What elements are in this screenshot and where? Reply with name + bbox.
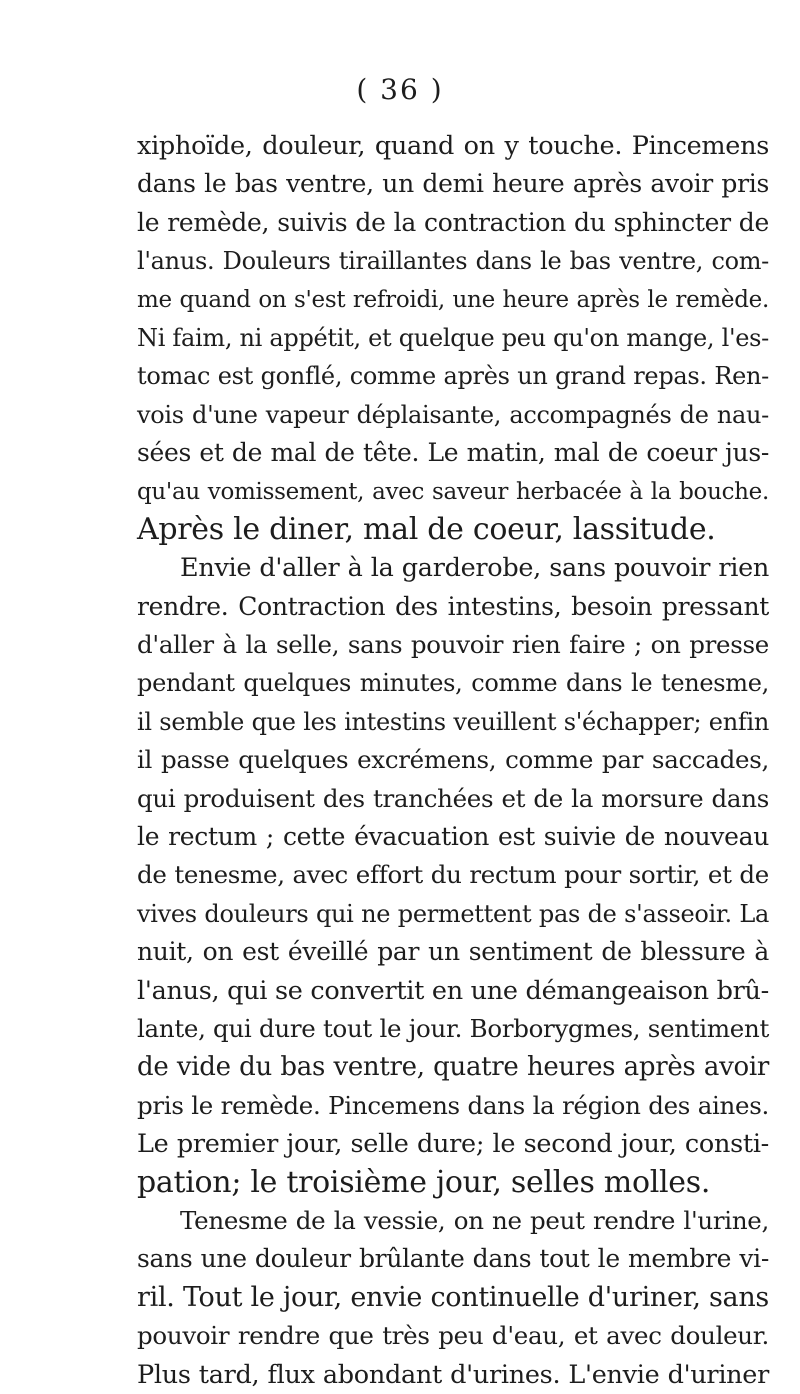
text-line: il passe quelques excrémens, comme par saccades, bbox=[137, 745, 769, 775]
text-line: Envie d'aller à la garderobe, sans pouvoir rien bbox=[180, 553, 769, 584]
text-line: de vide du bas ventre, quatre heures après avoir bbox=[137, 1052, 769, 1083]
text-line: lante, qui dure tout le jour. Borborygmes, sentiment bbox=[137, 1013, 769, 1043]
text-line: de tenesme, avec effort du rectum pour sortir, et de bbox=[137, 860, 769, 890]
text-line: Plus tard, flux abondant d'urines. L'envie d'uriner bbox=[137, 1359, 769, 1390]
text-line: nuit, on est éveillé par un sentiment de blessure à bbox=[137, 937, 769, 967]
text-line: tomac est gonflé, comme après un grand repas. Ren- bbox=[137, 362, 769, 391]
text-line: xiphoïde, douleur, quand on y touche. Pincemens bbox=[137, 131, 769, 161]
text-line: sées et de mal de tête. Le matin, mal de coeur jus- bbox=[137, 438, 769, 468]
text-line: vois d'une vapeur déplaisante, accompagnés de nau- bbox=[137, 400, 769, 429]
text-line: d'aller à la selle, sans pouvoir rien faire ; on presse bbox=[137, 630, 769, 660]
text-line: me quand on s'est refroidi, une heure après le remède. bbox=[137, 286, 769, 313]
text-line: l'anus. Douleurs tiraillantes dans le bas ventre, com- bbox=[137, 247, 769, 276]
text-line: Ni faim, ni appétit, et quelque peu qu'on mange, l'es- bbox=[137, 323, 769, 352]
text-line: pation; le troisième jour, selles molles. bbox=[137, 1164, 711, 1200]
text-line: le rectum ; cette évacuation est suivie de nouveau bbox=[137, 822, 769, 852]
text-line: dans le bas ventre, un demi heure après avoir pris bbox=[137, 169, 769, 199]
text-line: l'anus, qui se convertit en une démangeaison brû- bbox=[137, 975, 769, 1006]
text-line: il semble que les intestins veuillent s'échapper; enfin bbox=[137, 707, 769, 736]
text-body bbox=[137, 127, 769, 1394]
text-line: pouvoir rendre que très peu d'eau, et avec douleur. bbox=[137, 1321, 769, 1351]
text-line: qu'au vomissement, avec saveur herbacée à la bouche. bbox=[137, 478, 769, 505]
text-line: Le premier jour, selle dure; le second jour, consti- bbox=[137, 1129, 769, 1160]
text-line: ril. Tout le jour, envie continuelle d'uriner, sans bbox=[137, 1281, 769, 1313]
text-line: rendre. Contraction des intestins, besoin pressant bbox=[137, 591, 769, 621]
text-line: pris le remède. Pincemens dans la région des aines. bbox=[137, 1090, 769, 1120]
page-number: ( 36 ) bbox=[356, 73, 444, 106]
text-line: le remède, suivis de la contraction du sphincter de bbox=[137, 207, 769, 237]
text-line: qui produisent des tranchées et de la morsure dans bbox=[137, 783, 769, 813]
text-line: vives douleurs qui ne permettent pas de s'asseoir. La bbox=[137, 899, 769, 928]
text-line: sans une douleur brûlante dans tout le membre vi- bbox=[137, 1244, 769, 1274]
text-line: pendant quelques minutes, comme dans le tenesme, bbox=[137, 669, 769, 698]
text-line: Après le diner, mal de coeur, lassitude. bbox=[137, 511, 716, 547]
text-line: Tenesme de la vessie, on ne peut rendre l'urine, bbox=[180, 1205, 769, 1235]
